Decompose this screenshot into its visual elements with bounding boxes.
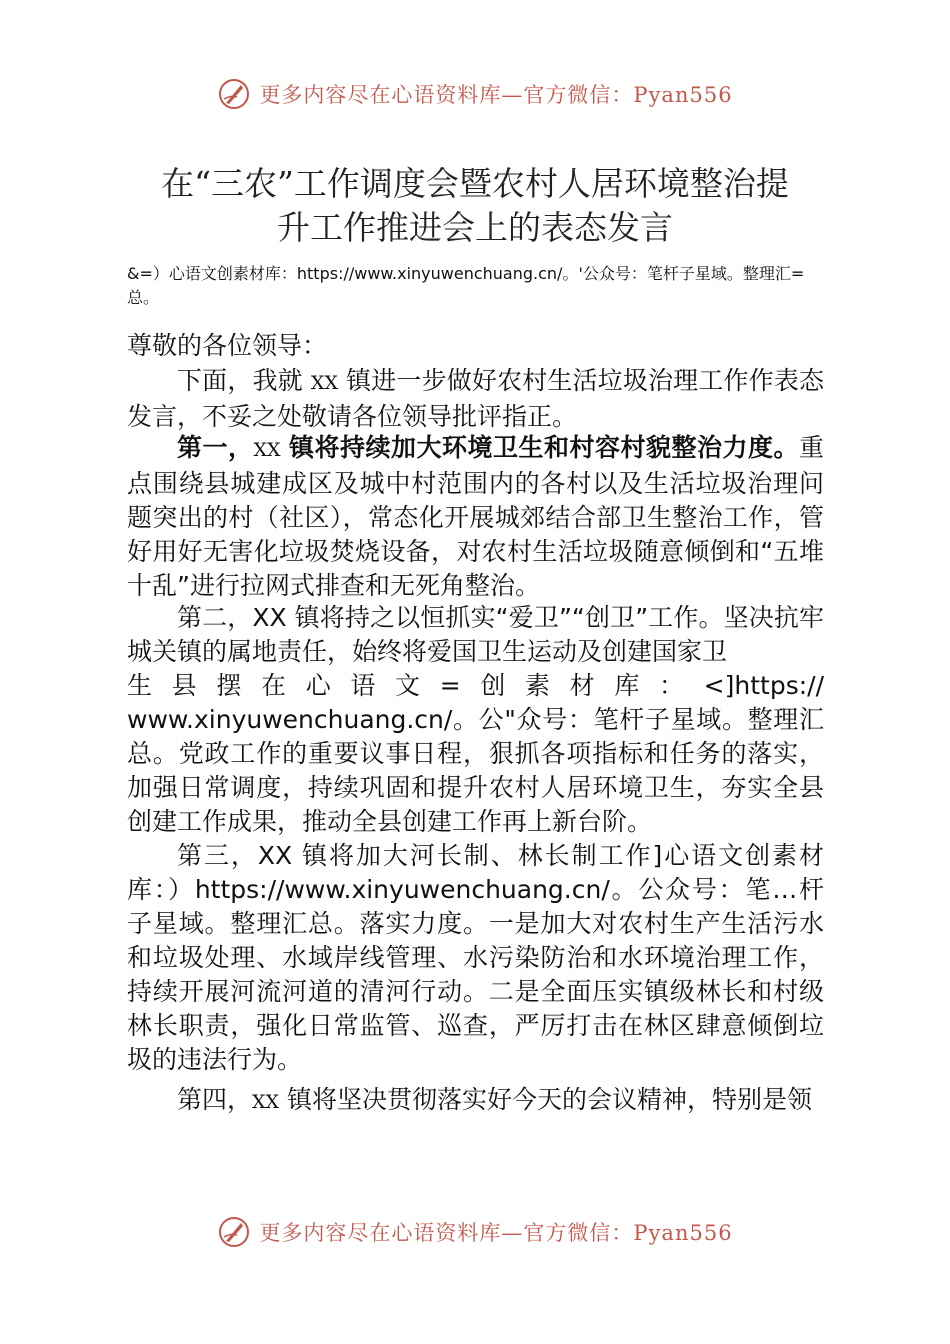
- intro-paragraph: [127, 364, 824, 434]
- p2-line1: 第二，XX 镇将持之以恒抓实“爱卫”“创卫”工作。坚决抗牢城关镇的属地责任，始终将爱国卫生运动及创建国家卫: [127, 603, 824, 666]
- p2-rest: www.xinyuwenchuang.cn/。公"众号：笔杆子星域。整理汇总。党政工作的重要议事日程，狠抓各项指标和任务的落实，加强日常调度，持续巩固和提升农村人居环境卫生，夯实全县创建工作成果，推动全县创建工作再上新台阶。: [127, 705, 824, 836]
- intro-after: 镇进一步做好农村生活垃圾治理工作作表态发言，不妥之处敬请各位领导批评指正。: [127, 366, 824, 431]
- intro-before: 下面，我就: [177, 366, 303, 395]
- p4-after: 镇将坚决贯彻落实好今天的会议精神，特别是领: [287, 1085, 813, 1114]
- p3-text: 第三，XX 镇将加大河长制、林长制工作]心语文创素材库：）https://www.xinyuwenchuang.cn/。公众号：笔…杆子星域。整理汇总。落实力度。一是加大对农村生产生活污水和垃圾处理、水域岸线管理、水污染防治和水环境治理工作，持续开展河流河道的清河行动。二是全面压实镇级林长和村级林长职责，强化日常监管、巡查，严厉打击在林区肆意倾倒垃圾的违法行为。: [127, 841, 824, 1074]
- paragraph-1: [127, 431, 824, 603]
- p1-bold-lead: 第一，: [177, 433, 254, 462]
- title-line-2: 升工作推进会上的表态发言: [277, 208, 673, 247]
- p1-text: 重点围绕县城建成区及城中村范围内的各村以及生活垃圾治理问题突出的村（社区），常态化开展城郊结合部卫生整治工作，管好用好无害化垃圾焚烧设备，对农村生活垃圾随意倾倒和“五堆十乱”进行拉网式排查和无死角整治。: [127, 433, 824, 600]
- footer-banner-text: 更多内容尽在心语资料库—官方微信：Pyan556: [259, 1221, 733, 1245]
- banner-text: 更多内容尽在心语资料库—官方微信：Pyan556: [259, 83, 733, 107]
- p1-bold-rest: 镇将持续加大环境卫生和村容村貌整治力度。: [289, 433, 799, 462]
- salutation-text: 尊敬的各位领导：: [127, 331, 328, 360]
- red-quill-logo-icon: [217, 1215, 251, 1249]
- paragraph-4: [127, 1083, 824, 1119]
- p2-spaced-line: 生县摆在心语文=创素材库：<]https://: [127, 671, 824, 700]
- intro-xx: XX: [310, 372, 338, 394]
- header-banner: [0, 74, 950, 114]
- paragraph-3: [127, 839, 824, 1077]
- page-title: [100, 162, 850, 250]
- p1-xx: XX: [253, 439, 281, 461]
- red-quill-logo-icon: [217, 77, 251, 111]
- paragraph-2: [127, 601, 824, 839]
- salutation: [127, 329, 824, 363]
- p4-xx: XX: [252, 1091, 280, 1113]
- footer-banner: [0, 1212, 950, 1252]
- p4-before: 第四，: [177, 1085, 253, 1114]
- source-note: &=）心语文创素材库：https://www.xinyuwenchuang.cn/。'公众号：笔杆子星域。整理汇=总。: [127, 264, 805, 307]
- title-line-1: 在“三农”工作调度会暨农村人居环境整治提: [161, 164, 789, 203]
